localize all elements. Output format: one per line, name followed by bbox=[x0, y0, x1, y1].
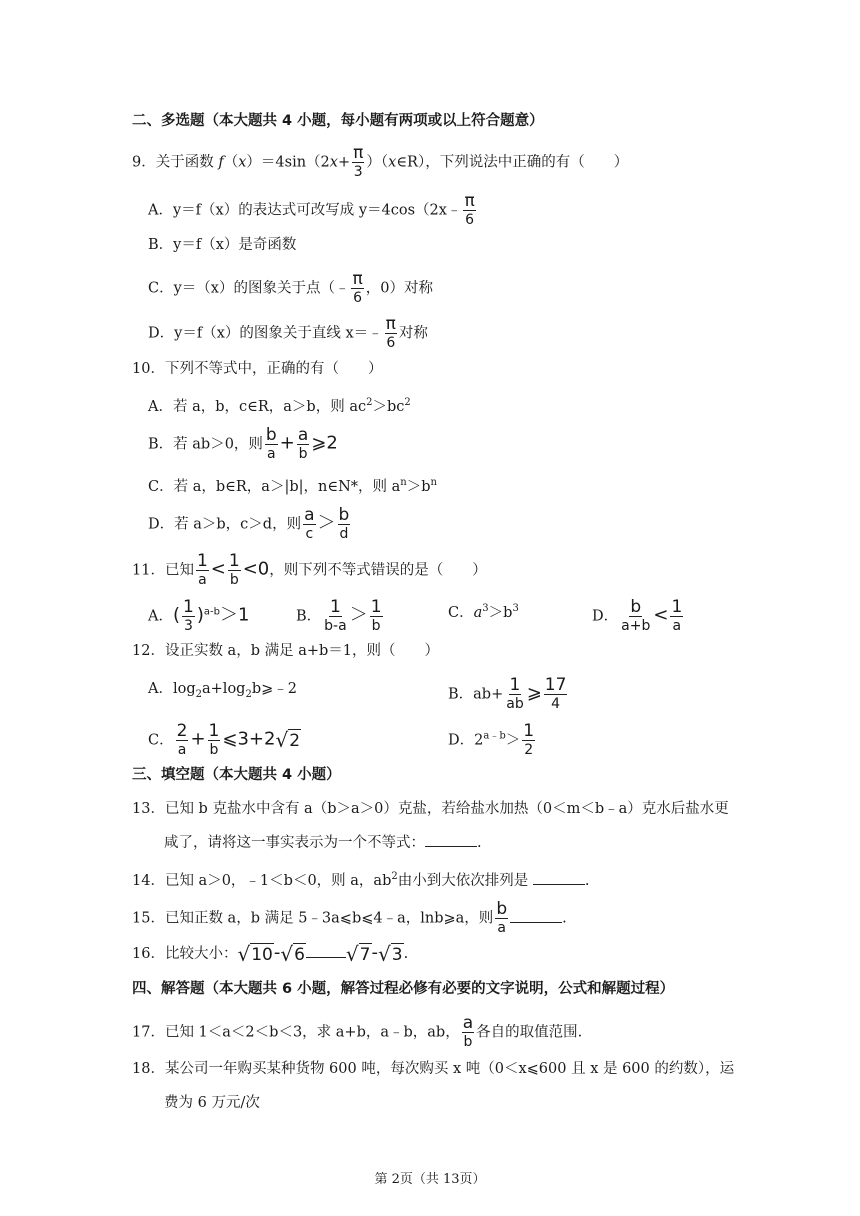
fraction: $\frac{\pi}{6}$ bbox=[352, 269, 363, 306]
fraction: $\frac{1}{b}$ bbox=[370, 597, 382, 634]
fraction: $\frac{b}{a+b}$ bbox=[621, 597, 651, 634]
question-number: 9． bbox=[132, 154, 156, 171]
option-9c: C．y＝（x）的图象关于点（﹣ $\frac{\pi}{6}$ ，0）对称 bbox=[148, 269, 433, 306]
page-footer: 第 2页（共 13页） bbox=[374, 1172, 486, 1187]
option-12c: C． $\frac{2}{a}$ + $\frac{1}{b}$ ⩽3+2 √ 2 bbox=[148, 721, 301, 758]
option-11d: D． $\frac{b}{a+b}$ < $\frac{1}{a}$ bbox=[592, 597, 683, 634]
fraction: $\frac{1}{a}$ bbox=[196, 551, 208, 588]
fraction: $\frac{1}{a}$ bbox=[671, 597, 683, 634]
answer-blank[interactable] bbox=[533, 870, 585, 885]
question-18-line-2: 费为 6 万元/次 bbox=[164, 1095, 260, 1111]
question-9: 9．关于函数 f（x）＝4sin（2x+ $\frac{\pi}{3}$ ）（x∈R），下列说法中正确的有（ ） bbox=[132, 143, 629, 180]
fraction: $\frac{1}{b-a}$ bbox=[324, 597, 347, 634]
question-number: 16． bbox=[132, 946, 165, 962]
question-number: 14． bbox=[132, 872, 165, 889]
option-10d: D．若 a＞b，c＞d，则 $\frac{a}{c}$ ＞ $\frac{b}{d}$ bbox=[148, 505, 350, 542]
fraction: $\frac{\pi}{3}$ bbox=[353, 143, 364, 180]
fraction: $\frac{b}{a}$ bbox=[265, 425, 277, 462]
answer-blank[interactable] bbox=[306, 943, 346, 958]
option-12a: A．$\log_2a+\log_2b⩾﹣2$ bbox=[148, 681, 298, 700]
fraction: $\frac{1}{ab}$ bbox=[506, 675, 524, 712]
option-9a: A．y＝f（x）的表达式可改写成 y＝4cos（2x﹣ $\frac{\pi}{6}$ bbox=[148, 191, 475, 228]
question-17: 17．已知 1＜a＜2＜b＜3，求 a+b，a﹣b，ab， $\frac{a}{b}$ 各自的取值范围. bbox=[132, 1013, 583, 1050]
question-18-line-1: 18．某公司一年购买某种货物 600 吨，每次购买 x 吨（0＜x⩽600 且 x 是 600 的约数），运 bbox=[132, 1061, 735, 1077]
question-number: 18． bbox=[132, 1061, 165, 1077]
question-16: 16．比较大小： √ 10 - √ 6 √ 7 - √ 3 . bbox=[132, 941, 409, 966]
fraction: $\frac{b}{d}$ bbox=[338, 505, 350, 542]
square-root: √ 7 bbox=[345, 941, 371, 966]
square-root: √ 2 bbox=[275, 728, 301, 752]
question-number: 17． bbox=[132, 1024, 165, 1041]
option-9d: D．y＝f（x）的图象关于直线 x＝﹣ $\frac{\pi}{6}$ 对称 bbox=[148, 314, 428, 351]
fraction: $\frac{\pi}{6}$ bbox=[464, 191, 475, 228]
fraction: $\frac{1}{b}$ bbox=[208, 721, 220, 758]
square-root: √ 10 bbox=[237, 941, 273, 966]
question-13-line-2: 咸了，请将这一事实表示为一个不等式： . bbox=[164, 832, 482, 854]
question-10: 10．下列不等式中，正确的有（ ） bbox=[132, 361, 383, 377]
section-heading-multiple-choice: 二、多选题（本大题共 4 小题，每小题有两项或以上符合题意） bbox=[132, 113, 544, 129]
fraction: $\frac{17}{4}$ bbox=[544, 675, 567, 712]
option-10b: B．若 ab＞0，则 $\frac{b}{a}$ + $\frac{a}{b}$ ⩾2 bbox=[148, 425, 338, 462]
fraction: $\frac{\pi}{6}$ bbox=[385, 314, 396, 351]
option-11a: A．( $\frac{1}{3}$ )$^{a-b}$＞1 bbox=[148, 597, 250, 634]
fraction: $\frac{2}{a}$ bbox=[176, 721, 188, 758]
option-12d: D．$2^{a﹣b}>$ $\frac{1}{2}$ bbox=[448, 721, 535, 758]
question-number: 10． bbox=[132, 361, 165, 377]
fraction: $\frac{a}{c}$ bbox=[304, 505, 315, 542]
option-10a: A．若 a，b，c∈R，a＞b，则 $ac^2>bc^2$ bbox=[148, 397, 411, 415]
option-9b: B．y＝f（x）是奇函数 bbox=[148, 237, 297, 253]
answer-blank[interactable] bbox=[425, 832, 477, 847]
fraction: $\frac{a}{b}$ bbox=[462, 1013, 474, 1050]
question-12: 12．设正实数 a，b 满足 a+b＝1，则（ ） bbox=[132, 643, 440, 659]
section-heading-solutions: 四、解答题（本大题共 6 小题，解答过程必修有必要的文字说明，公式和解题过程） bbox=[132, 981, 675, 997]
option-11c: C．$a^3>b^3$ bbox=[448, 603, 519, 621]
fraction: $\frac{b}{a}$ bbox=[496, 899, 508, 936]
question-number: 15． bbox=[132, 910, 165, 927]
option-10c: C．若 a，b∈R，a＞|b|，n∈N*，则 $a^n>b^n$ bbox=[148, 477, 437, 495]
fraction: $\frac{1}{2}$ bbox=[523, 721, 535, 758]
fraction: $\frac{a}{b}$ bbox=[297, 425, 309, 462]
square-root: √ 3 bbox=[378, 941, 403, 966]
question-13-line-1: 13．已知 b 克盐水中含有 a（b＞a＞0）克盐，若给盐水加热（0＜m＜b﹣a）克水后盐水更 bbox=[132, 801, 729, 817]
question-14: 14．已知 a＞0，﹣1＜b＜0，则 a，$ab^2$由小到大依次排列是 . bbox=[132, 871, 590, 889]
option-12b: B．ab+ $\frac{1}{ab}$ ⩾ $\frac{17}{4}$ bbox=[448, 675, 567, 712]
question-number: 13． bbox=[132, 801, 165, 817]
question-number: 11． bbox=[132, 562, 165, 579]
fraction: $\frac{1}{b}$ bbox=[228, 551, 240, 588]
square-root: √ 6 bbox=[280, 941, 305, 966]
answer-blank[interactable] bbox=[510, 908, 562, 923]
question-number: 12． bbox=[132, 643, 165, 659]
section-heading-fill-in: 三、填空题（本大题共 4 小题） bbox=[132, 767, 341, 783]
fraction: $\frac{1}{3}$ bbox=[183, 597, 194, 634]
question-11: 11．已知 $\frac{1}{a}$ < $\frac{1}{b}$ <0，则下列不等式错误的是（ ） bbox=[132, 551, 487, 588]
option-11b: B． $\frac{1}{b-a}$ ＞ $\frac{1}{b}$ bbox=[296, 597, 382, 634]
question-15: 15．已知正数 a，b 满足 5﹣3a⩽b⩽4﹣a，lnb⩾a，则 $\frac{b}{a}$ . bbox=[132, 899, 567, 936]
